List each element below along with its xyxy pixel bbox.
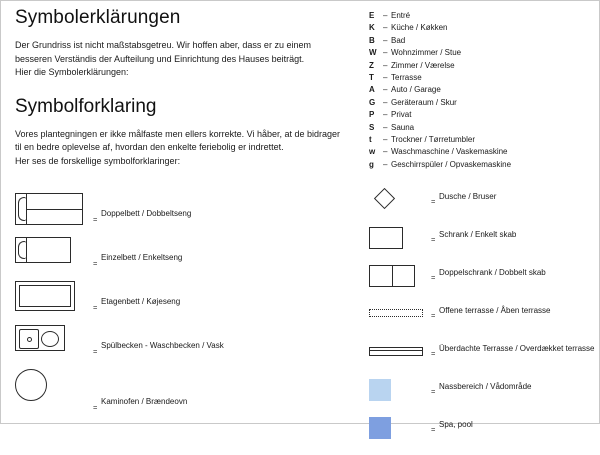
abbr-dash-6: –	[383, 85, 388, 95]
abbr-value-4: Zimmer / Værelse	[391, 60, 455, 70]
rlegend-lead-3: =	[431, 311, 436, 320]
roofed-terrace-icon	[369, 341, 423, 356]
paragraph-danish-line-1: Vores plantegningen er ikke målfaste men ellers korrekte. Vi håber, at de bidrager	[15, 128, 341, 139]
rlegend-lead-0: =	[431, 197, 436, 206]
legend-item-wet-area	[369, 379, 591, 417]
intro-text-block	[15, 7, 345, 168]
wet-area-swatch	[369, 379, 391, 401]
legend-right-list	[369, 189, 595, 455]
abbr-dash-10: –	[383, 134, 388, 144]
abbr-dash-7: –	[383, 97, 388, 107]
legend-lead-2: =	[93, 303, 98, 312]
title-danish: Symbolforklaring	[15, 95, 157, 117]
open-terrace-icon	[369, 303, 423, 317]
rlegend-lead-1: =	[431, 235, 436, 244]
abbr-key-5: T	[369, 72, 374, 82]
abbr-dash-9: –	[383, 122, 388, 132]
abbr-key-9: S	[369, 122, 375, 132]
legend-label-spa-pool: Spa, pool	[439, 420, 473, 429]
legend-item-open-terrace	[369, 303, 591, 341]
double-cabinet-icon	[369, 265, 415, 287]
paragraph-german	[15, 39, 345, 80]
legend-item-shower	[369, 189, 591, 227]
abbr-dash-0: –	[383, 11, 388, 20]
abbr-value-10: Trockner / Tørretumbler	[391, 134, 476, 144]
legend-label-sink: Spülbecken - Waschbecken / Vask	[101, 341, 224, 350]
abbr-value-8: Privat	[391, 110, 412, 120]
legend-label-stove: Kaminofen / Brændeovn	[101, 397, 188, 406]
stove-icon	[15, 369, 47, 401]
abbr-key-10: t	[369, 134, 372, 144]
abbr-dash-5: –	[383, 72, 388, 82]
legend-lead-0: =	[93, 215, 98, 224]
abbr-dash-2: –	[383, 35, 388, 45]
abbr-key-1: K	[369, 23, 375, 33]
sink-icon	[15, 325, 65, 351]
paragraph-danish	[15, 128, 345, 169]
abbr-value-1: Küche / Køkken	[391, 23, 448, 33]
abbr-value-6: Auto / Garage	[391, 85, 441, 95]
legend-label-double-cabinet: Doppelschrank / Dobbelt skab	[439, 268, 546, 277]
double-bed-icon	[15, 193, 83, 225]
legend-item-double-cabinet	[369, 265, 591, 303]
abbr-key-11: w	[369, 147, 376, 157]
paragraph-german-line-3: Hier die Symbolerklärungen:	[15, 67, 129, 77]
abbr-key-12: g	[369, 159, 374, 169]
abbr-value-5: Terrasse	[391, 72, 422, 82]
title-german: Symbolerklärungen	[15, 7, 181, 28]
legend-label-open-terrace: Offene terrasse / Åben terrasse	[439, 306, 551, 315]
spa-pool-swatch	[369, 417, 391, 439]
abbr-value-9: Sauna	[391, 122, 415, 132]
paragraph-german-line-1: Der Grundriss ist nicht maßstabsgetreu. Wir hoffen aber, dass er zu einem	[15, 40, 311, 50]
legend-lead-1: =	[93, 259, 98, 268]
abbr-key-3: W	[369, 48, 377, 58]
abbr-dash-11: –	[383, 147, 388, 157]
rlegend-lead-2: =	[431, 273, 436, 282]
legend-item-sink	[15, 325, 345, 369]
legend-label-wet-area: Nassbereich / Vådområde	[439, 382, 532, 391]
shower-icon	[369, 189, 392, 206]
legend-item-stove	[15, 369, 345, 413]
legend-label-double-bed: Doppelbett / Dobbeltseng	[101, 209, 192, 218]
abbr-dash-4: –	[383, 60, 388, 70]
paragraph-german-line-2: besseren Verständis der Aufteilung und Einrichtung des Hauses beiträgt.	[15, 53, 305, 64]
abbr-key-7: G	[369, 97, 376, 107]
legend-item-cabinet	[369, 227, 591, 265]
abbr-key-8: P	[369, 110, 375, 120]
legend-label-cabinet: Schrank / Enkelt skab	[439, 230, 517, 239]
legend-label-bunk-bed: Etagenbett / Køjeseng	[101, 297, 181, 306]
legend-lead-4: =	[93, 403, 98, 412]
legend-item-spa-pool	[369, 417, 591, 455]
abbr-value-2: Bad	[391, 35, 406, 45]
abbr-value-0: Entré	[391, 11, 411, 20]
abbr-key-6: A	[369, 85, 375, 95]
abbr-key-4: Z	[369, 60, 374, 70]
legend-item-single-bed	[15, 237, 345, 281]
abbr-key-0: E	[369, 11, 375, 20]
rlegend-lead-6: =	[431, 425, 436, 434]
legend-item-roofed-terrace	[369, 341, 595, 379]
abbr-value-3: Wohnzimmer / Stue	[391, 48, 462, 58]
rlegend-lead-5: =	[431, 387, 436, 396]
legend-label-shower: Dusche / Bruser	[439, 192, 497, 201]
legend-label-single-bed: Einzelbett / Enkeltseng	[101, 253, 183, 262]
abbr-dash-3: –	[383, 48, 388, 58]
legend-label-roofed-terrace: Überdachte Terrasse / Overdækket terrasse	[439, 344, 595, 353]
paragraph-danish-line-2: til en bedre oplevelse af, hvordan den enkelte feriebolig er indrettet.	[15, 142, 284, 152]
abbr-key-2: B	[369, 35, 375, 45]
single-bed-icon	[15, 237, 71, 263]
rlegend-lead-4: =	[431, 349, 436, 358]
abbr-value-11: Waschmaschine / Vaskemaskine	[391, 147, 508, 157]
abbr-dash-1: –	[383, 23, 388, 33]
legend-item-double-bed	[15, 193, 345, 237]
cabinet-icon	[369, 227, 403, 249]
legend-left-list	[15, 193, 345, 413]
abbr-value-12: Geschirrspüler / Opvaskemaskine	[391, 159, 512, 169]
paragraph-danish-line-3: Her ses de forskellige symbolforklaringer:	[15, 155, 181, 166]
bunk-bed-icon	[15, 281, 75, 311]
abbr-dash-12: –	[383, 159, 388, 169]
legend-item-bunk-bed	[15, 281, 345, 325]
legend-lead-3: =	[93, 347, 98, 356]
abbr-dash-8: –	[383, 110, 388, 120]
abbr-value-7: Geräteraum / Skur	[391, 97, 457, 107]
